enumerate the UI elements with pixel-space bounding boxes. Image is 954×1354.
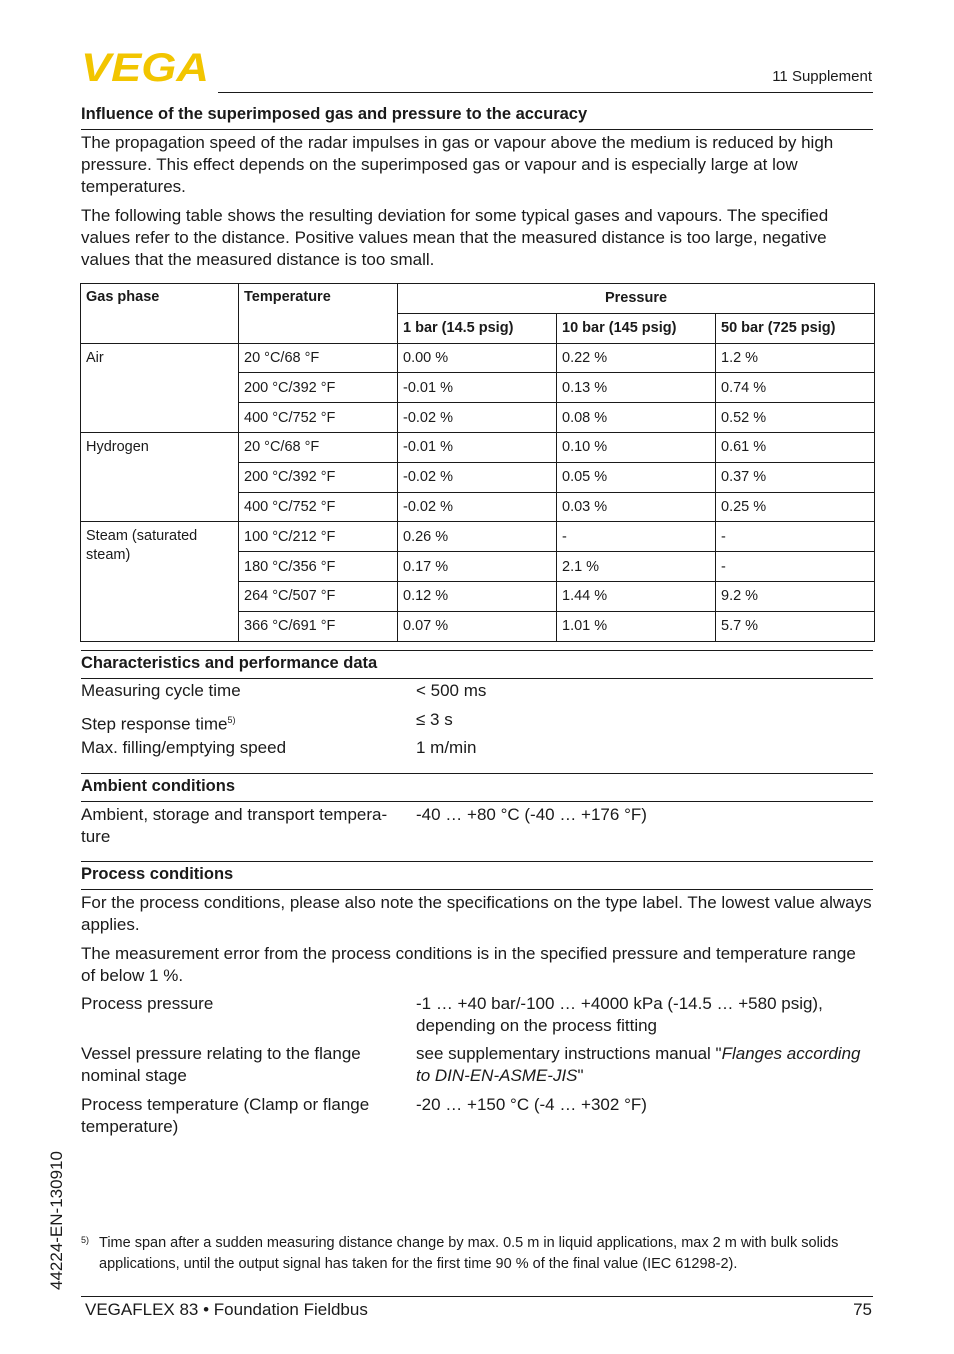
value-cell: -0.01 % [398, 432, 557, 462]
value-cell: 0.52 % [716, 403, 875, 433]
ambient-top-rule [81, 773, 873, 774]
process-pressure-label: Process pressure [81, 994, 214, 1013]
temp-cell: 200 °C/392 °F [239, 462, 398, 492]
table-row [81, 432, 875, 462]
value-cell: 1.01 % [557, 611, 716, 641]
temp-cell: 264 °C/507 °F [239, 581, 398, 611]
gas-cell: Hydrogen [81, 432, 239, 521]
vessel-manual-title: Flanges according to DIN-EN-ASME-JIS [416, 1044, 861, 1085]
process-error-paragraph: The measurement error from the process conditions is in the specified pressure and temperature range of below 1 %. [81, 944, 856, 985]
temp-cell: 20 °C/68 °F [239, 343, 398, 373]
page-number: 75 [853, 1300, 872, 1319]
col-pressure-1bar: 1 bar (14.5 psig) [398, 313, 557, 343]
cycle-time-value: < 500 ms [416, 681, 487, 700]
table-header-row [81, 284, 875, 314]
temp-cell: 200 °C/392 °F [239, 373, 398, 403]
temp-cell: 400 °C/752 °F [239, 403, 398, 433]
value-cell: -0.02 % [398, 492, 557, 522]
col-pressure: Pressure [398, 284, 875, 314]
value-cell: -0.01 % [398, 373, 557, 403]
process-intro-paragraph: For the process conditions, please also note the specifications on the type label. The lowest value always applies. [81, 893, 872, 934]
ambient-temp-label [81, 804, 406, 848]
fill-speed-label: Max. filling/emptying speed [81, 738, 287, 757]
ambient-title: Ambient conditions [81, 777, 235, 795]
temp-cell: 366 °C/691 °F [239, 611, 398, 641]
temp-cell: 20 °C/68 °F [239, 432, 398, 462]
value-cell: 0.10 % [557, 432, 716, 462]
cycle-time-label: Measuring cycle time [81, 681, 241, 700]
temp-cell: 100 °C/212 °F [239, 522, 398, 552]
value-cell: - [716, 522, 875, 552]
process-pressure-value: -1 … +40 bar/-100 … +4000 kPa (-14.5 … +580 psig), depending on the process fitting [416, 994, 823, 1035]
table-row [81, 343, 875, 373]
value-cell: 9.2 % [716, 581, 875, 611]
step-response-value: ≤ 3 s [416, 710, 453, 729]
footnote-mark: 5) [81, 1235, 90, 1245]
footer-product: VEGAFLEX 83 • Foundation Fieldbus [85, 1300, 368, 1319]
value-cell: 0.00 % [398, 343, 557, 373]
characteristics-title: Characteristics and performance data [81, 654, 378, 672]
step-response-label [81, 709, 406, 736]
value-cell: -0.02 % [398, 462, 557, 492]
gas-section-title: Influence of the superimposed gas and pressure to the accuracy [81, 105, 588, 123]
col-temperature: Temperature [239, 284, 398, 344]
characteristics-rule [81, 678, 873, 679]
logo-text: VEGA [81, 50, 209, 84]
value-cell: 0.22 % [557, 343, 716, 373]
section-label: 11 Supplement [772, 68, 872, 85]
process-rule [81, 889, 873, 890]
value-cell: 1.44 % [557, 581, 716, 611]
gas-cell: Air [81, 343, 239, 432]
process-top-rule [81, 861, 873, 862]
value-cell: 0.25 % [716, 492, 875, 522]
value-cell: 1.2 % [716, 343, 875, 373]
col-pressure-50bar: 50 bar (725 psig) [716, 313, 875, 343]
ambient-temp-label-line1: Ambient, storage and transport tempera- [81, 805, 388, 824]
vessel-value-suffix: " [577, 1066, 584, 1085]
fill-speed-value: 1 m/min [416, 738, 477, 757]
col-gas-phase: Gas phase [81, 284, 239, 344]
value-cell: 0.74 % [716, 373, 875, 403]
gas-cell: Steam (saturated steam) [81, 522, 239, 641]
footnote-text: Time span after a sudden measuring distance change by max. 0.5 m in liquid applications, max 2 m with bulk solids applications, until the output signal has taken for the first time 90 % of the final value (IEC 61298-2). [99, 1235, 839, 1272]
value-cell: 2.1 % [557, 552, 716, 582]
value-cell: - [557, 522, 716, 552]
value-cell: 0.08 % [557, 403, 716, 433]
document-code: 44224-EN-130910 [47, 1151, 66, 1290]
value-cell: 0.12 % [398, 581, 557, 611]
value-cell: 5.7 % [716, 611, 875, 641]
vessel-value-prefix: see supplementary instructions manual " [416, 1044, 722, 1063]
table-row [81, 522, 875, 552]
footer-divider [81, 1296, 873, 1297]
value-cell: 0.61 % [716, 432, 875, 462]
process-title: Process conditions [81, 865, 234, 883]
characteristics-top-rule [81, 650, 873, 651]
value-cell: 0.37 % [716, 462, 875, 492]
gas-intro-paragraph: The propagation speed of the radar impulses in gas or vapour above the medium is reduced by high pressure. This effect depends on the superimposed gas or vapour and is especially large at low temperatures. [81, 133, 834, 196]
gas-table-description: The following table shows the resulting deviation for some typical gases and vapours. The specified values refer to the distance. Positive values mean that the measured distance is too large, negative values that the measured distance is too small. [81, 206, 829, 269]
ambient-temp-value: -40 … +80 °C (-40 … +176 °F) [416, 805, 647, 824]
value-cell: -0.02 % [398, 403, 557, 433]
value-cell: 0.13 % [557, 373, 716, 403]
value-cell: 0.17 % [398, 552, 557, 582]
value-cell: - [716, 552, 875, 582]
value-cell: 0.05 % [557, 462, 716, 492]
ambient-rule [81, 801, 873, 802]
temp-cell: 400 °C/752 °F [239, 492, 398, 522]
step-response-text: Step response time [81, 714, 228, 734]
ambient-temp-label-line2: ture [81, 827, 111, 846]
value-cell: 0.26 % [398, 522, 557, 552]
footnote [81, 1233, 873, 1275]
value-cell: 0.07 % [398, 611, 557, 641]
footnote-reference: 5) [227, 715, 236, 725]
header-divider [218, 92, 873, 93]
col-pressure-10bar: 10 bar (145 psig) [557, 313, 716, 343]
temp-cell: 180 °C/356 °F [239, 552, 398, 582]
process-temp-label: Process temperature (Clamp or flange temperature) [81, 1095, 370, 1136]
vega-logo [81, 50, 211, 84]
value-cell: 0.03 % [557, 492, 716, 522]
gas-deviation-table [80, 283, 875, 642]
vessel-pressure-label: Vessel pressure relating to the flange nominal stage [81, 1044, 361, 1085]
process-temp-value: -20 … +150 °C (-4 … +302 °F) [416, 1095, 647, 1114]
vessel-pressure-value [416, 1043, 873, 1087]
gas-section-rule [81, 129, 873, 130]
